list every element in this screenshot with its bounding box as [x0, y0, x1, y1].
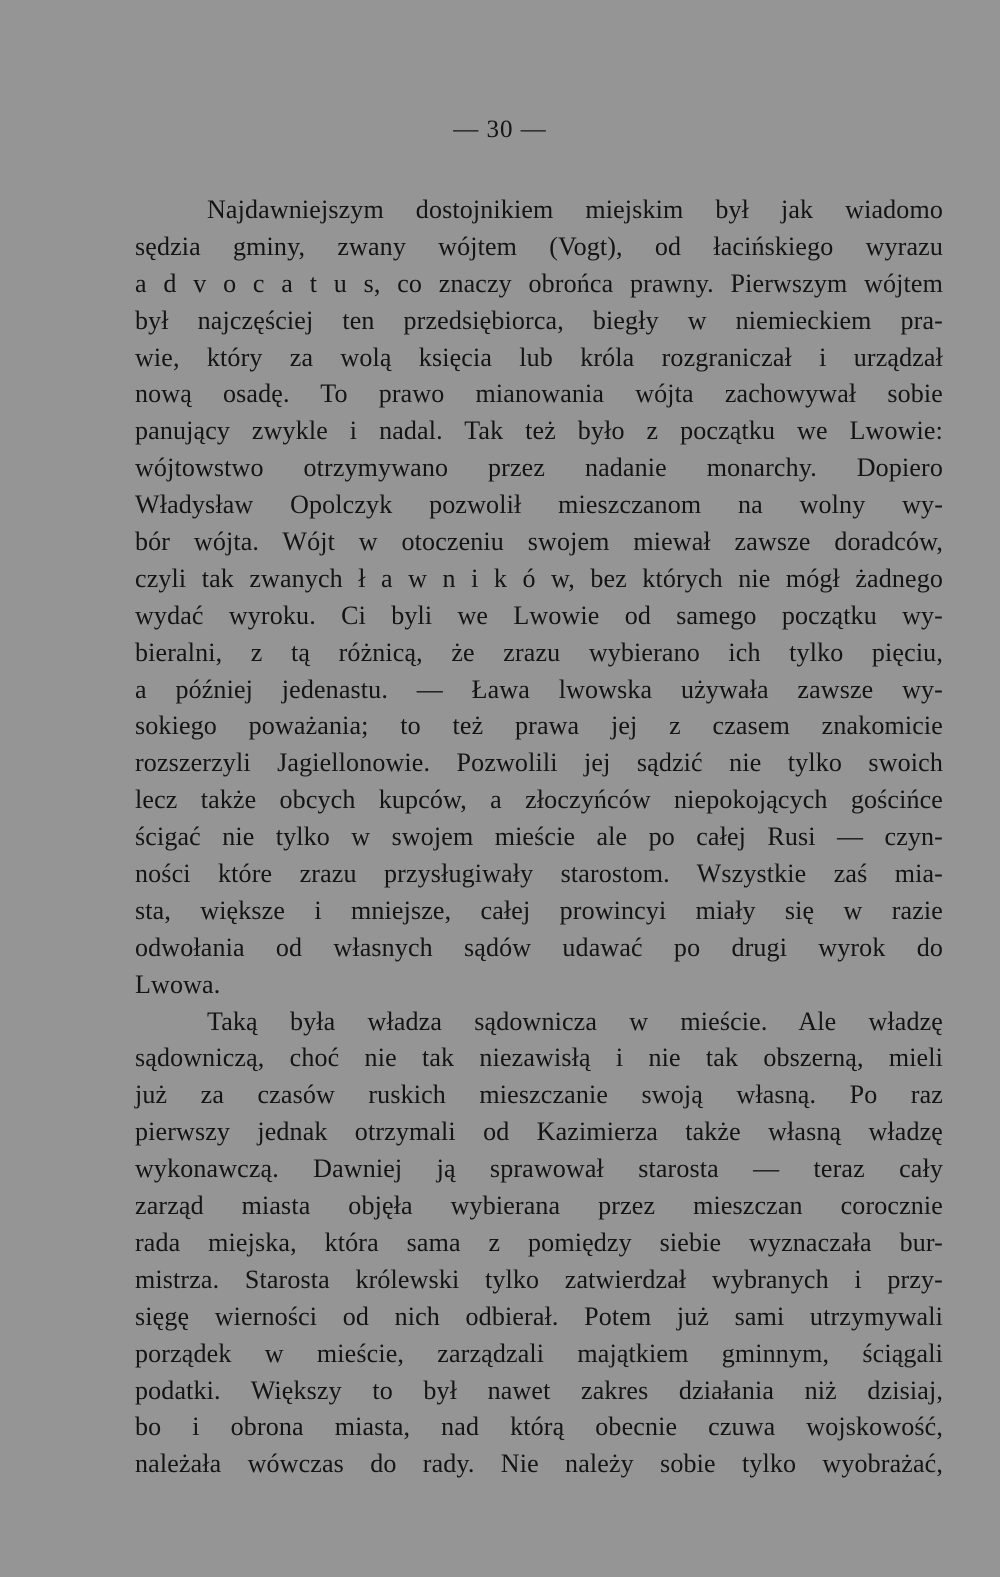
text-line: wójtowstwo otrzymywano przez nadanie monarchy. Dopiero [135, 453, 943, 483]
paragraph [135, 1004, 943, 1484]
text-line: nową osadę. To prawo mianowania wójta zachowywał sobie [135, 379, 943, 409]
text-line: Taką była władza sądownicza w mieście. Ale władzę [207, 1006, 943, 1036]
text-line: odwołania od własnych sądów udawać po drugi wyrok do [135, 932, 943, 962]
paragraph [135, 192, 943, 1004]
text-line: sędzia gminy, zwany wójtem (Vogt), od łacińskiego wyrazu [135, 231, 943, 261]
text-line: był najczęściej ten przedsiębiorca, biegły w niemieckiem pra- [135, 305, 943, 335]
text-line: podatki. Większy to był nawet zakres działania niż dzisiaj, [135, 1375, 943, 1405]
text-line: sta, większe i mniejsze, całej prowincyi miały się w razie [135, 895, 943, 925]
text-line: sięgę wierności od nich odbierał. Potem już sami utrzymywali [135, 1301, 943, 1331]
text-line: zarząd miasta objęła wybierana przez mieszczan corocznie [135, 1191, 943, 1221]
text-line: należała wówczas do rady. Nie należy sobie tylko wyobrażać, [135, 1449, 943, 1479]
text-line: czyli tak zwanych ł a w n i k ó w, bez których nie mógł żadnego [135, 563, 943, 593]
text-line: a później jedenastu. — Ława lwowska używała zawsze wy- [135, 674, 943, 704]
text-line: mistrza. Starosta królewski tylko zatwierdzał wybranych i przy- [135, 1264, 943, 1294]
text-line: panujący zwykle i nadal. Tak też było z początku we Lwowie: [135, 416, 943, 446]
text-line: Najdawniejszym dostojnikiem miejskim był jak wiadomo [207, 195, 943, 224]
text-line: sądowniczą, choć nie tak niezawisłą i nie tak obszerną, mieli [135, 1043, 943, 1073]
text-line: ności które zrazu przysługiwały starostom. Wszystkie zaś mia- [135, 859, 943, 889]
text-line: porządek w mieście, zarządzali majątkiem gminnym, ściągali [135, 1338, 943, 1368]
text-line: Władysław Opolczyk pozwolił mieszczanom na wolny wy- [135, 490, 943, 520]
text-line: bieralni, z tą różnicą, że zrazu wybierano ich tylko pięciu, [135, 637, 943, 667]
text-line: sokiego poważania; to też prawa jej z czasem znakomicie [135, 711, 943, 741]
text-line: a d v o c a t u s, co znaczy obrońca prawny. Pierwszym wójtem [135, 268, 943, 298]
text-line: bo i obrona miasta, nad którą obecnie czuwa wojskowość, [135, 1412, 943, 1442]
text-line: wie, który za wolą księcia lub króla rozgraniczał i urządzał [135, 342, 943, 372]
text-line: lecz także obcych kupców, a złoczyńców niepokojących gościńce [135, 785, 943, 815]
text-line: wydać wyroku. Ci byli we Lwowie od samego początku wy- [135, 600, 943, 630]
text-line: ścigać nie tylko w swojem mieście ale po całej Rusi — czyn- [135, 822, 943, 852]
text-line: wykonawczą. Dawniej ją sprawował starosta — teraz cały [135, 1154, 943, 1184]
text-line: Lwowa. [135, 969, 221, 999]
text-line: rada miejska, która sama z pomiędzy siebie wyznaczała bur- [135, 1227, 943, 1257]
text-line: rozszerzyli Jagiellonowie. Pozwolili jej sądzić nie tylko swoich [135, 748, 943, 778]
body-text [135, 192, 943, 1483]
text-line: już za czasów ruskich mieszczanie swoją własną. Po raz [135, 1080, 943, 1110]
text-line: pierwszy jednak otrzymali od Kazimierza także własną władzę [135, 1117, 943, 1147]
text-line: bór wójta. Wójt w otoczeniu swojem miewał zawsze doradców, [135, 527, 943, 557]
page-number: — 30 — [453, 116, 547, 143]
